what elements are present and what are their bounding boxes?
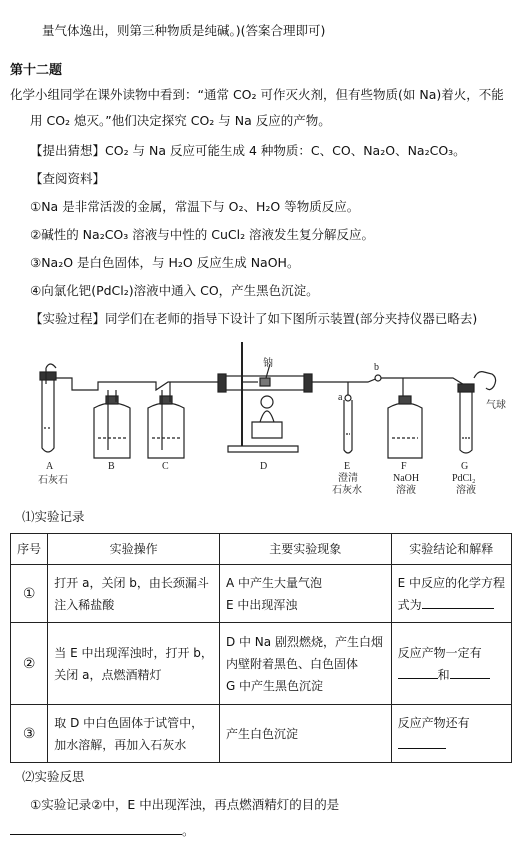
label-e: E <box>344 461 351 472</box>
label-d: D <box>260 461 268 472</box>
cell-text: 取 D 中白色固体于试管中， <box>54 715 204 730</box>
valve-a-label: a <box>338 392 343 403</box>
header-phenomenon: 主要实验现象 <box>219 534 391 565</box>
reflection-answer-line <box>10 822 195 840</box>
cell-text: 关闭 a，点燃酒精灯 <box>54 667 162 682</box>
answer-blank[interactable] <box>398 736 446 749</box>
cell-text: 反应产物一定有 <box>397 645 482 660</box>
cell-text: 当 E 中出现浑浊时，打开 b， <box>54 645 213 660</box>
phenomenon-cell <box>219 565 391 623</box>
operation-cell <box>48 565 220 623</box>
table-row <box>11 623 512 705</box>
balloon <box>474 372 496 390</box>
record-title: ⑴实验记录 <box>22 509 85 524</box>
operation-cell <box>48 705 220 763</box>
reference-1: ①Na 是非常活泼的金属，常温下与 O₂、H₂O 等物质反应。 <box>30 199 360 214</box>
cell-text: G 中产生黑色沉淀 <box>225 678 324 693</box>
row-number: ③ <box>11 705 48 763</box>
answer-blank[interactable] <box>10 822 182 835</box>
row-number: ② <box>11 623 48 705</box>
valve-b-label: b <box>374 362 379 373</box>
answer-blank[interactable] <box>422 596 494 609</box>
section-title: 第十二题 <box>10 63 63 78</box>
experiment-process: 【实验过程】同学们在老师的指导下设计了如下图所示装置(部分夹持仪器已略去) <box>30 311 478 326</box>
valve-b <box>375 375 381 381</box>
end-mark: 。 <box>182 823 195 838</box>
label-e-sub-2: 石灰水 <box>332 485 362 496</box>
bottle-b <box>94 390 130 458</box>
conclusion-cell <box>391 565 511 623</box>
phenomenon-cell <box>219 705 391 763</box>
reflection-question: ①实验记录②中，E 中出现浑浊，再点燃酒精灯的目的是 <box>30 797 340 812</box>
phenomenon-cell <box>219 623 391 705</box>
label-b: B <box>108 461 115 472</box>
test-tube-e <box>344 400 352 453</box>
label-g-sub-1: PdCl₂ <box>452 473 476 484</box>
test-tube-a <box>40 364 56 452</box>
cell-text: E 中反应的化学方程 <box>397 575 505 590</box>
label-a: A <box>46 461 54 472</box>
alcohol-lamp <box>252 396 282 438</box>
intro-paragraph-line-1: 化学小组同学在课外读物中看到：“通常 CO₂ 可作灭火剂，但有些物质(如 Na)着火，不能 <box>10 87 504 102</box>
cell-text: 产生白色沉淀 <box>225 726 298 741</box>
cell-text: 式为 <box>397 597 422 612</box>
cell-text: 注入稀盐酸 <box>54 597 115 612</box>
gas-tube <box>308 378 466 396</box>
cell-text: A 中产生大量气泡 <box>225 575 322 590</box>
balloon-label: 气球 <box>486 400 506 411</box>
label-g: G <box>461 461 469 472</box>
hypothesis: 【提出猜想】CO₂ 与 Na 反应可能生成 4 种物质：C、CO、Na₂O、Na₂CO₃。 <box>30 143 466 158</box>
label-g-sub-2: 溶液 <box>456 485 476 496</box>
reflection-title: ⑵实验反思 <box>22 769 85 784</box>
answer-blank[interactable] <box>450 666 490 679</box>
test-tube-g <box>458 384 474 453</box>
experiment-record-table <box>10 533 512 763</box>
row-number: ① <box>11 565 48 623</box>
bottle-f <box>388 396 422 458</box>
label-f: F <box>401 461 407 472</box>
cell-text: 内壁附着黑色、白色固体 <box>225 656 358 671</box>
cell-text: 打开 a，关闭 b，由长颈漏斗 <box>54 575 209 590</box>
label-c: C <box>162 461 169 472</box>
table-header-row <box>11 534 512 565</box>
intro-line: 量气体逸出，则第三种物质是纯碱。)(答案合理即可) <box>42 23 326 38</box>
label-f-sub-2: 溶液 <box>396 485 416 496</box>
header-num: 序号 <box>11 534 48 565</box>
cell-text: D 中 Na 剧烈燃烧，产生白烟 <box>225 634 383 649</box>
reference-4: ④向氯化钯(PdCl₂)溶液中通入 CO，产生黑色沉淀。 <box>30 283 319 298</box>
label-a-sub: 石灰石 <box>38 475 68 486</box>
cell-text: E 中出现浑浊 <box>225 597 298 612</box>
label-f-sub-1: NaOH <box>393 473 420 484</box>
references-title: 【查阅资料】 <box>30 171 106 186</box>
bottle-c <box>148 382 184 458</box>
reference-2: ②碱性的 Na₂CO₃ 溶液与中性的 CuCl₂ 溶液发生复分解反应。 <box>30 227 375 242</box>
answer-blank[interactable] <box>398 666 438 679</box>
conclusion-cell <box>391 705 511 763</box>
header-operation: 实验操作 <box>48 534 220 565</box>
cell-text: 反应产物还有 <box>397 715 470 730</box>
table-row <box>11 705 512 763</box>
operation-cell <box>48 623 220 705</box>
label-e-sub-1: 澄清 <box>338 473 358 484</box>
sodium-label: 钠 <box>263 358 273 369</box>
reference-3: ③Na₂O 是白色固体，与 H₂O 反应生成 NaOH。 <box>30 255 300 270</box>
intro-paragraph-line-2: 用 CO₂ 熄灭。”他们决定探究 CO₂ 与 Na 反应的产物。 <box>30 113 331 128</box>
cell-text: 和 <box>437 667 450 682</box>
table-row <box>11 565 512 623</box>
cell-text: 加水溶解，再加入石灰水 <box>54 737 187 752</box>
conclusion-cell <box>391 623 511 705</box>
valve-a <box>345 395 351 401</box>
apparatus-diagram <box>8 338 513 498</box>
header-conclusion: 实验结论和解释 <box>391 534 511 565</box>
gas-tube <box>56 378 222 390</box>
